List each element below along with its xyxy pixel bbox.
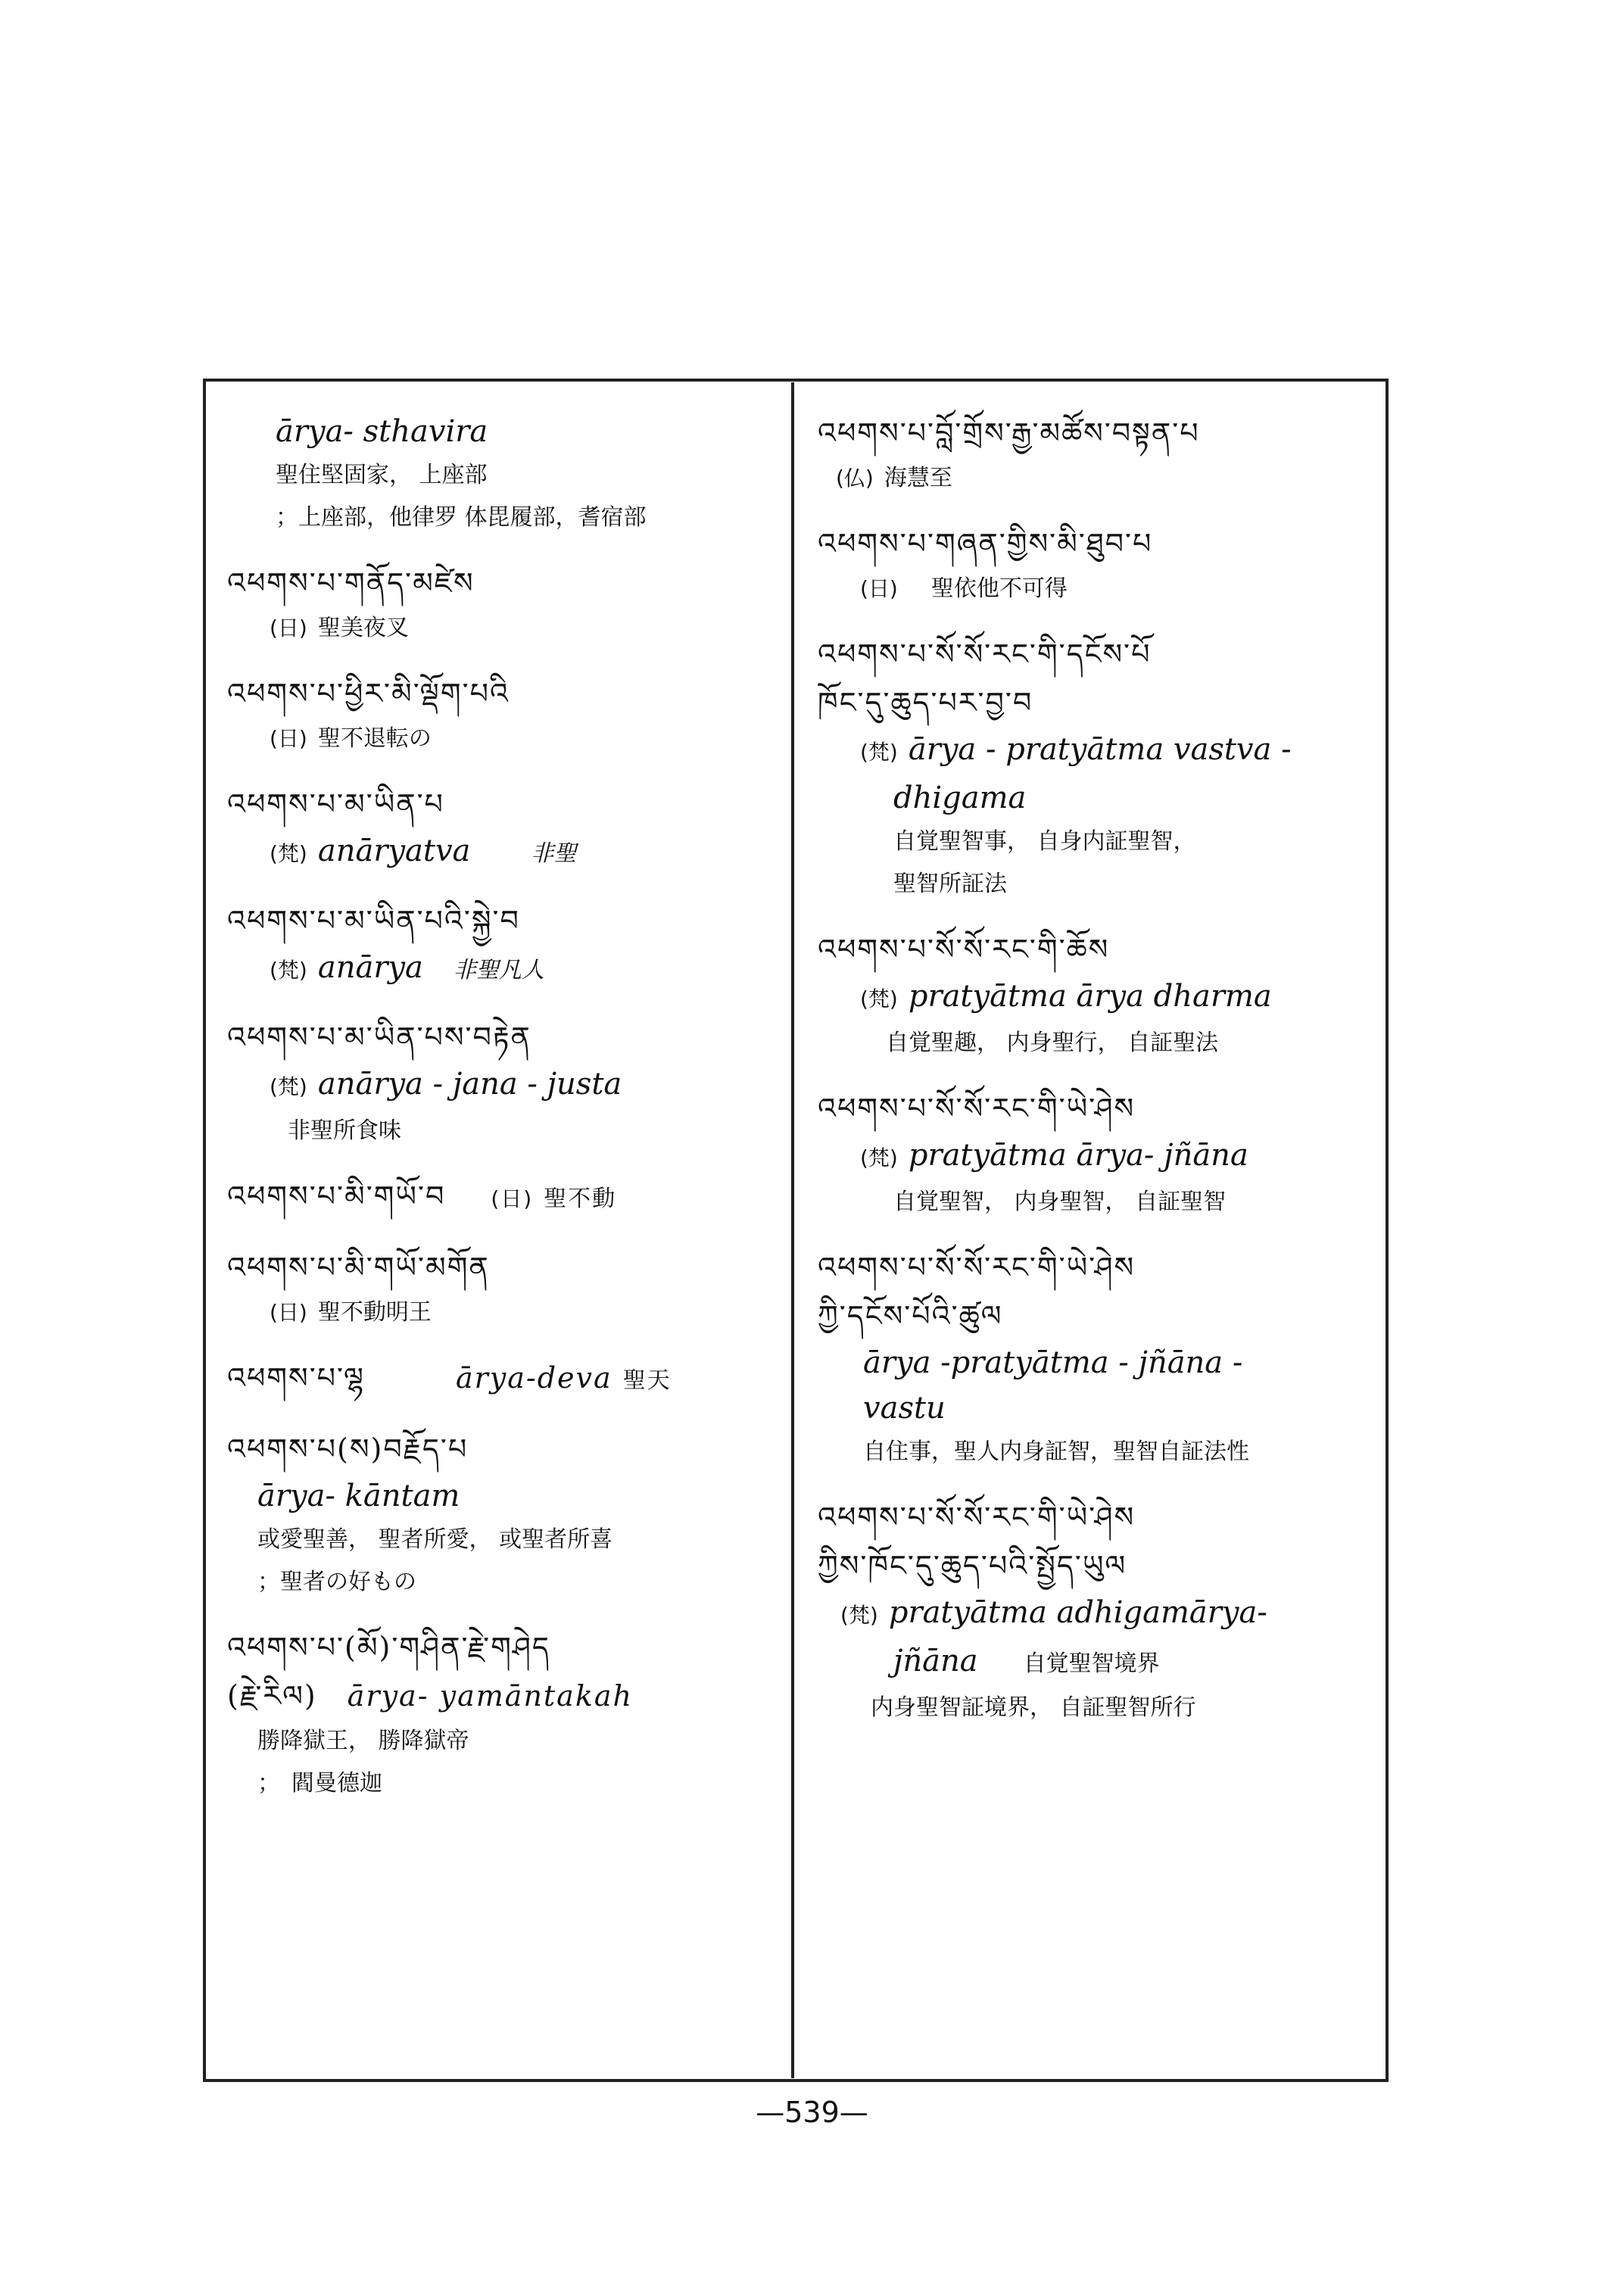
dictionary-entry	[818, 630, 1378, 905]
gloss-line	[818, 568, 1378, 610]
tibetan-text: (རྗེ་རིལ)	[227, 1679, 317, 1713]
tibetan-text: འཕགས་པ་མི་གཡོ་བ	[227, 1180, 446, 1213]
gloss-line	[227, 1292, 780, 1334]
dictionary-entry	[818, 409, 1378, 500]
tibetan-subline: ཁོང་དུ་ཆུད་པར་བྱ་བ	[818, 686, 1033, 719]
gloss-line: 或愛聖善， 聖者所愛， 或聖者所喜	[257, 1526, 613, 1553]
dictionary-entry	[227, 780, 780, 877]
source-tag: (仏)	[836, 466, 874, 491]
gloss-line: 聖住堅固家， 上座部	[276, 462, 488, 488]
gloss-line: ； 閻曼德迦	[257, 1770, 382, 1797]
column-divider	[791, 382, 794, 2078]
dictionary-entry	[227, 1425, 780, 1604]
sanskrit-line	[818, 974, 1378, 1022]
source-tag: (梵)	[840, 1603, 878, 1628]
sanskrit-term: ārya- kāntam	[257, 1479, 460, 1513]
sanskrit-term: anārya - jana - justa	[317, 1067, 622, 1102]
source-tag: (梵)	[270, 841, 307, 866]
dictionary-entry	[818, 1243, 1378, 1473]
gloss-line: 自覚聖趣， 内身聖行， 自証聖法	[886, 1030, 1219, 1056]
sanskrit-term: anārya	[317, 950, 423, 985]
source-tag: (梵)	[860, 740, 898, 765]
sanskrit-term: ārya- yamāntakah	[347, 1679, 633, 1713]
sanskrit-term: pratyātma ārya- jñāna	[908, 1138, 1248, 1173]
tibetan-text: འཕགས་པ་ལྷ	[227, 1361, 365, 1395]
right-column	[818, 409, 1378, 1749]
dictionary-entry	[227, 896, 780, 993]
gloss-text: 聖不退転の	[317, 725, 432, 752]
gloss-text: 聖不動明王	[317, 1299, 432, 1326]
gloss-text: 自覚聖智境界	[1023, 1650, 1160, 1677]
gloss-line	[227, 718, 780, 760]
tibetan-headword	[227, 1354, 780, 1405]
tibetan-headword: འཕགས་པ་གཞན་གྱིས་མི་ཐུབ་པ	[818, 527, 1153, 560]
dictionary-entry	[818, 925, 1378, 1064]
gloss-line: 聖智所証法	[893, 871, 1007, 897]
tibetan-headword: འཕགས་པ་མ་ཡིན་པས་བརྟེན	[227, 1021, 531, 1054]
tibetan-subline: ཀྱིས་ཁོང་དུ་ཆུད་པའི་སྤྱོད་ཡུལ	[818, 1549, 1127, 1582]
source-tag: (日)	[270, 726, 307, 751]
source-tag: (日)	[270, 1300, 307, 1325]
gloss-line	[227, 607, 780, 650]
sanskrit-term: pratyātma adhigamārya-	[888, 1595, 1267, 1630]
sanskrit-term: ārya- sthavira	[276, 414, 488, 449]
sanskrit-term: ārya - pratyātma vastva -	[908, 732, 1292, 767]
sanskrit-line	[818, 1133, 1378, 1181]
tibetan-headword: འཕགས་པ་ཕྱིར་མི་ལྡོག་པའི	[227, 677, 510, 710]
gloss-text: 聖不動	[544, 1186, 617, 1212]
sanskrit-line	[818, 1638, 1378, 1687]
sanskrit-term: vastu	[863, 1391, 946, 1426]
tibetan-headword: འཕགས་པ་(མོ)་གཤིན་རྗེ་གཤེད	[227, 1631, 550, 1664]
sanskrit-term: pratyātma ārya dharma	[908, 979, 1272, 1014]
sanskrit-line	[818, 1590, 1378, 1638]
gloss-line: 自住事，聖人内身証智，聖智自証法性	[863, 1438, 1249, 1465]
sanskrit-line	[227, 1061, 780, 1110]
sanskrit-term: ārya-deva	[455, 1361, 613, 1395]
gloss-text: 非聖凡人	[453, 957, 544, 983]
gloss-line: 勝降獄王， 勝降獄帝	[257, 1728, 469, 1754]
dictionary-entry	[227, 1354, 780, 1405]
tibetan-headword: འཕགས་པ་མི་གཡོ་མགོན	[227, 1251, 490, 1284]
tibetan-subline: ཀྱི་དངོས་པོའི་ཚུལ	[818, 1299, 1003, 1332]
left-column	[227, 409, 780, 1825]
sanskrit-term: dhigama	[893, 781, 1027, 815]
gloss-line	[818, 457, 1378, 500]
dictionary-entry	[227, 1013, 780, 1152]
gloss-line: 自覚聖智事， 自身内証聖智，	[893, 828, 1196, 855]
tibetan-headword: འཕགས་པ་བློ་གྲོས་རྒྱ་མཚོས་བསྟན་པ	[818, 416, 1200, 450]
source-tag: (日)	[491, 1186, 534, 1211]
gloss-line: 非聖所食味	[288, 1117, 401, 1144]
gloss-text: 海慧至	[884, 465, 952, 491]
tibetan-subline	[227, 1672, 780, 1720]
sanskrit-term: ārya -pratyātma - jñāna -	[863, 1345, 1243, 1380]
tibetan-headword: འཕགས་པ་མ་ཡིན་པ	[227, 787, 444, 821]
gloss-text: 非聖	[531, 840, 577, 867]
gloss-line: 内身聖智証境界， 自証聖智所行	[871, 1694, 1196, 1721]
dictionary-entry	[227, 559, 780, 650]
dictionary-entry	[227, 669, 780, 760]
tibetan-headword: འཕགས་པ་སོ་སོ་རང་གི་ཡེ་ཤེས	[818, 1092, 1136, 1125]
sanskrit-term: jñāna	[893, 1644, 978, 1678]
dictionary-entry	[818, 1084, 1378, 1223]
tibetan-headword: འཕགས་པ(ས)བརྗོད་པ	[227, 1432, 469, 1466]
source-tag: (梵)	[860, 1145, 898, 1170]
gloss-line: ；聖者の好もの	[257, 1569, 416, 1595]
dictionary-entry	[227, 1623, 780, 1805]
source-tag: (梵)	[270, 1074, 307, 1099]
gloss-line: ；上座部，他律罗 体毘履部，耆宿部	[276, 504, 647, 531]
source-tag: (日)	[270, 616, 307, 641]
source-tag: (日)	[860, 576, 898, 601]
tibetan-headword: འཕགས་པ་སོ་སོ་རང་གི་ཡེ་ཤེས	[818, 1501, 1136, 1534]
tibetan-headword: འཕགས་པ་སོ་སོ་རང་གི་དངོས་པོ	[818, 637, 1152, 671]
gloss-text: 聖天	[622, 1367, 672, 1394]
gloss-text: 聖美夜叉	[317, 615, 409, 641]
sanskrit-term: anāryatva	[317, 834, 471, 868]
gloss-text: 聖依他不可得	[930, 575, 1068, 602]
sanskrit-line	[227, 945, 780, 993]
gloss-line: 自覚聖智， 内身聖智， 自証聖智	[893, 1189, 1227, 1215]
tibetan-headword	[227, 1172, 780, 1223]
dictionary-entry	[227, 409, 780, 539]
tibetan-headword: འཕགས་པ་གནོད་མཛེས	[227, 566, 475, 600]
dictionary-entry	[818, 519, 1378, 610]
dictionary-entry	[227, 1172, 780, 1223]
sanskrit-line	[818, 727, 1378, 775]
dictionary-entry	[818, 1493, 1378, 1729]
page-number: —539—	[756, 2096, 868, 2129]
source-tag: (梵)	[270, 958, 307, 983]
tibetan-headword: འཕགས་པ་སོ་སོ་རང་གི་ཡེ་ཤེས	[818, 1251, 1136, 1284]
dictionary-entry	[227, 1243, 780, 1334]
sanskrit-line	[227, 828, 780, 877]
tibetan-headword: འཕགས་པ་སོ་སོ་རང་གི་ཆོས	[818, 933, 1110, 966]
source-tag: (梵)	[860, 986, 898, 1011]
tibetan-headword: འཕགས་པ་མ་ཡིན་པའི་སྐྱེ་བ	[227, 904, 520, 937]
